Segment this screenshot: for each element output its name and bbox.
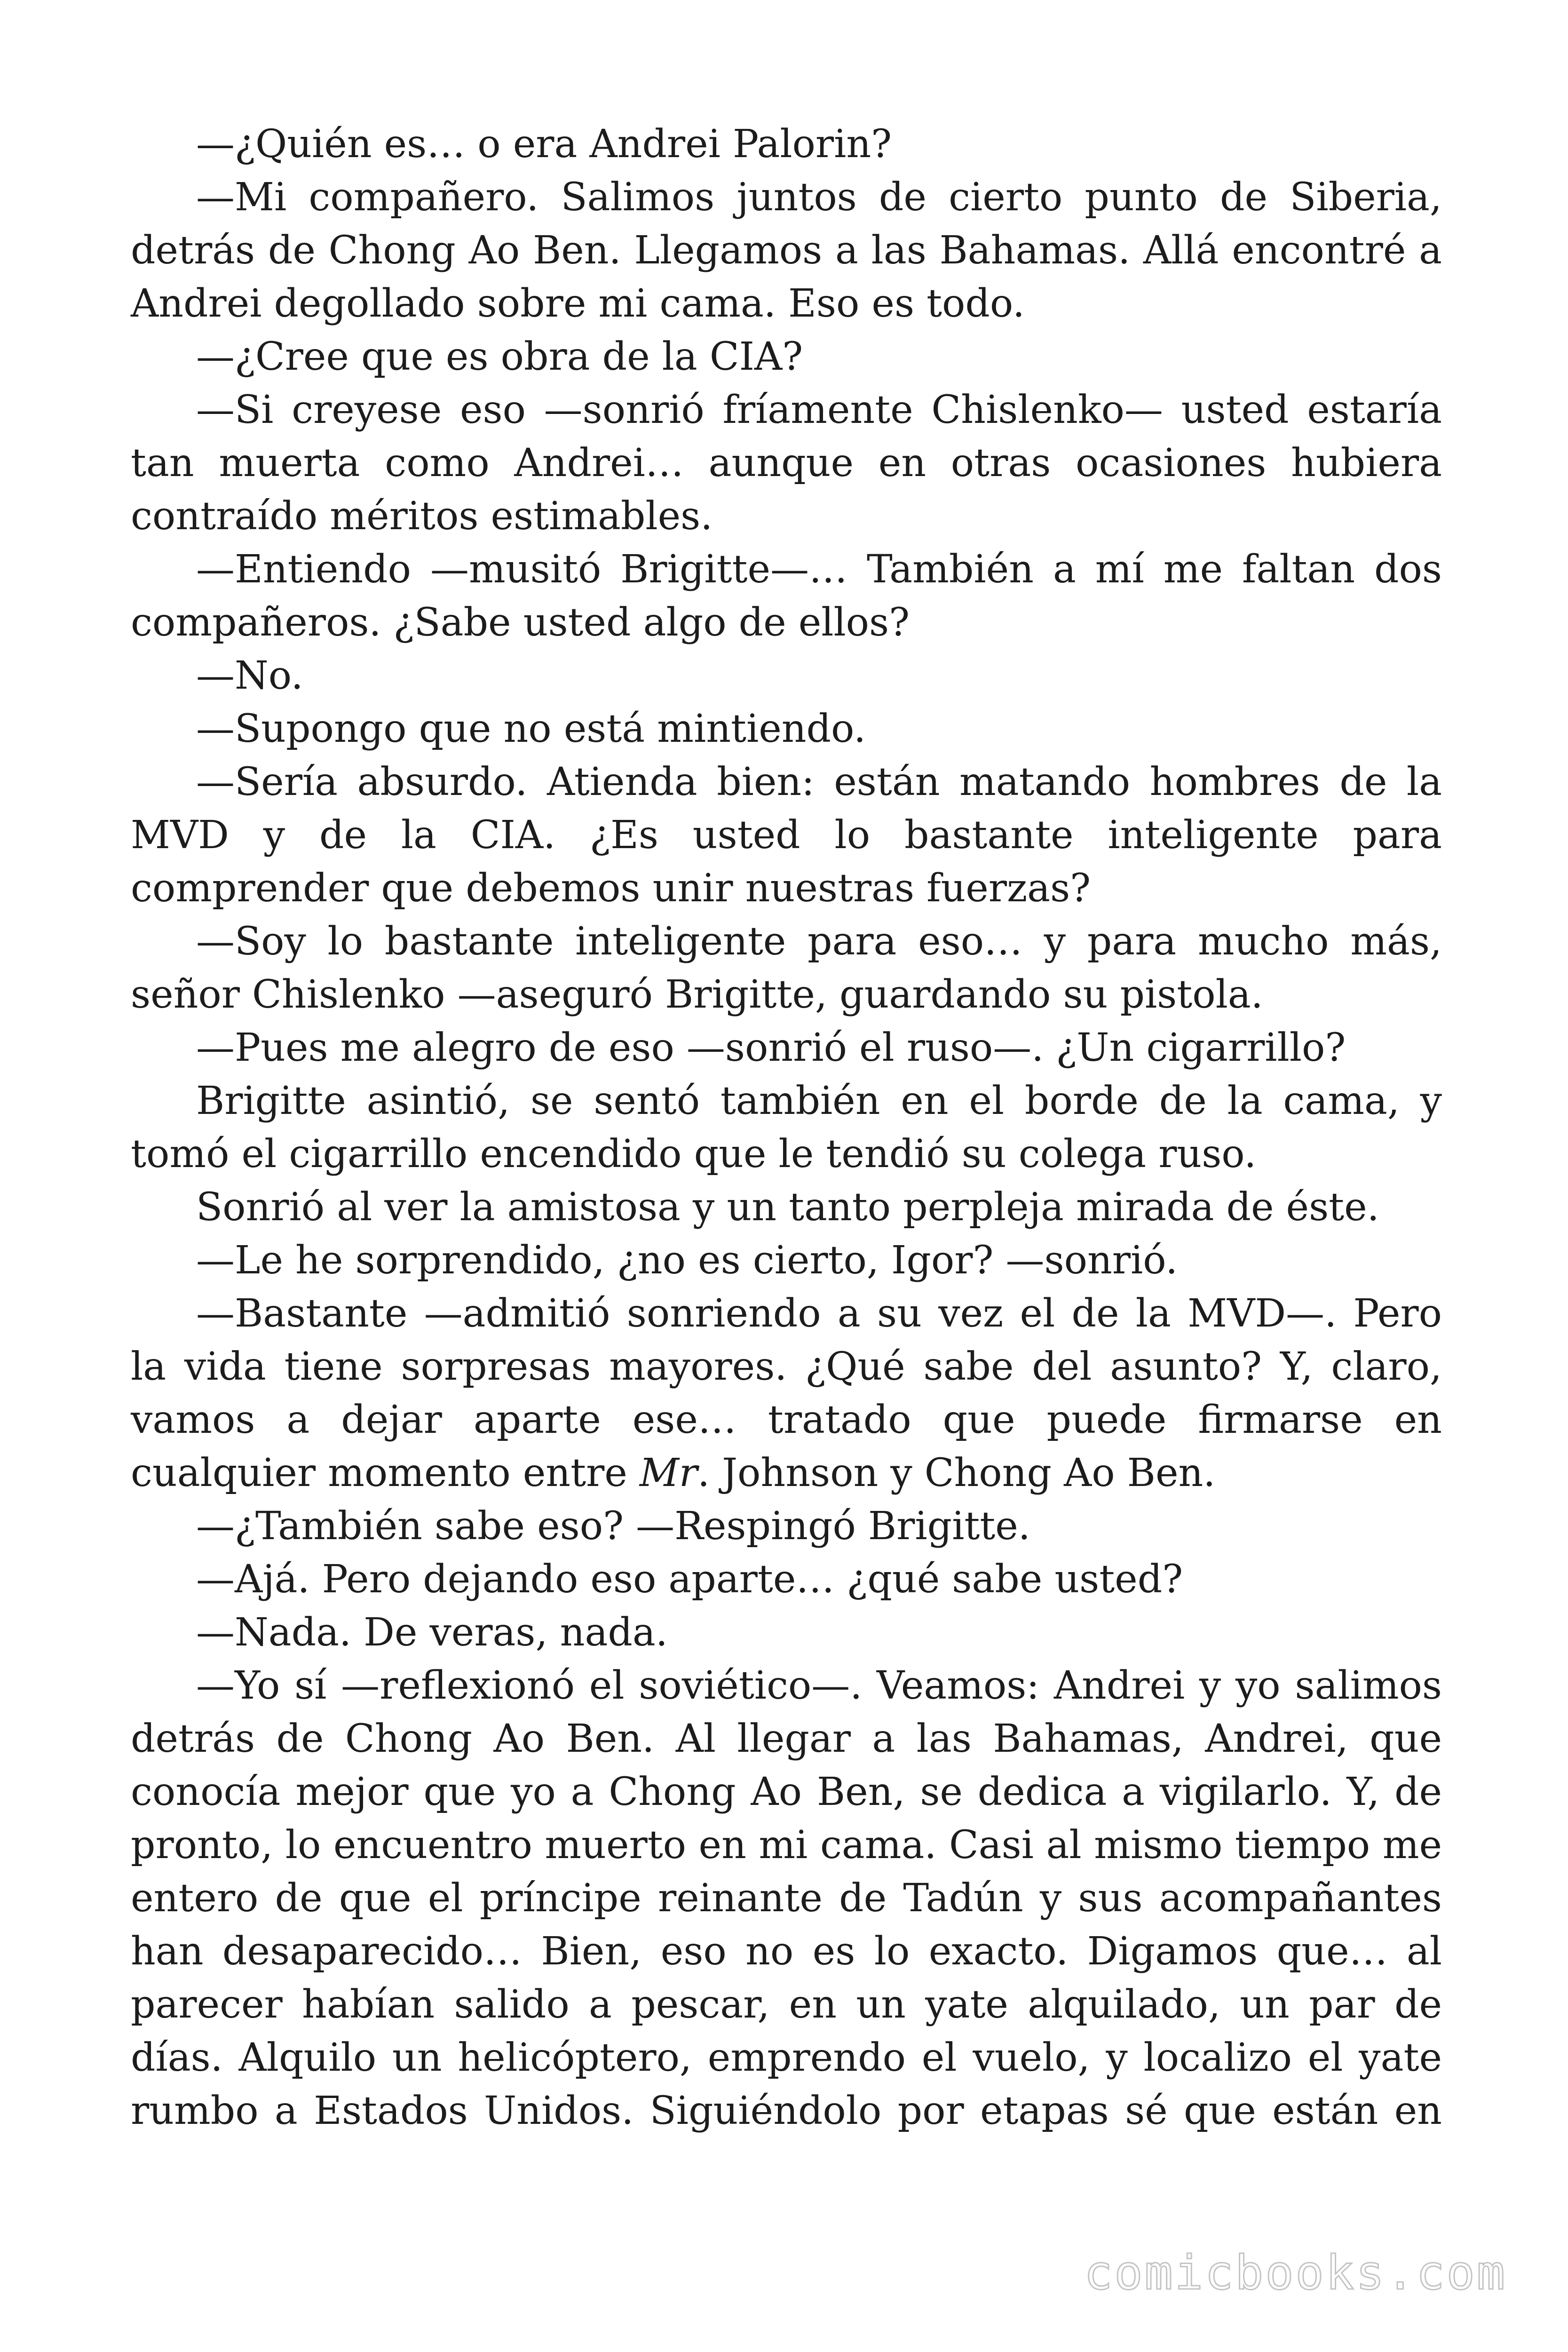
paragraph: —Nada. De veras, nada.	[196, 1610, 668, 1655]
paragraph: —No.	[196, 653, 303, 698]
paragraph: —Yo sí —reflexionó el soviético—. Veamos: Andrei y yo salimos detrás de Chong Ao Ben. Al llegar a las Bahamas, Andrei, que conocía mejor que yo a Chong Ao Ben, se dedica a vigilarlo. Y, de pronto, lo encuentro muerto en mi cama. Casi al mismo tiempo me entero de que el príncipe reinante de Tadún y sus acompañantes han desaparecido… Bien, eso no es lo exacto. Digamos que… al parecer habían salido a pescar, en un yate alquilado, un par de días. Alquilo un helicóptero, emprendo el vuelo, y localizo el yate rumbo a Estados Unidos. Siguiéndolo por etapas sé que están en	[131, 1663, 1442, 2133]
paragraph: —Pues me alegro de eso —sonrió el ruso—. ¿Un cigarrillo?	[196, 1025, 1346, 1070]
paragraph-text: . Johnson y Chong Ao Ben.	[697, 1451, 1216, 1495]
paragraph: —Sería absurdo. Atienda bien: están matando hombres de la MVD y de la CIA. ¿Es usted lo bastante inteligente para comprender que debemos unir nuestras fuerzas?	[131, 760, 1442, 911]
paragraph: —Soy lo bastante inteligente para eso… y para mucho más, señor Chislenko —aseguró Brigitte, guardando su pistola.	[131, 919, 1442, 1017]
paragraph: —Mi compañero. Salimos juntos de cierto punto de Siberia, detrás de Chong Ao Ben. Llegamos a las Bahamas. Allá encontré a Andrei degollado sobre mi cama. Eso es todo.	[131, 175, 1442, 326]
paragraph: —Si creyese eso —sonrió fríamente Chislenko— usted estaría tan muerta como Andrei… aunque en otras ocasiones hubiera contraído méritos estimables.	[131, 388, 1442, 539]
paragraph: —Ajá. Pero dejando eso aparte… ¿qué sabe usted?	[196, 1557, 1183, 1602]
paragraph: —Entiendo —musitó Brigitte—… También a mí me faltan dos compañeros. ¿Sabe usted algo de ellos?	[131, 547, 1442, 645]
italic-honorific: Mr	[639, 1451, 698, 1495]
paragraph: —Le he sorprendido, ¿no es cierto, Igor? —sonrió.	[196, 1238, 1178, 1283]
watermark: comicbooks.com	[1084, 2245, 1507, 2300]
paragraph: —Supongo que no está mintiendo.	[196, 707, 866, 751]
paragraph: —¿Quién es… o era Andrei Palorin?	[196, 122, 892, 167]
paragraph: Brigitte asintió, se sentó también en el borde de la cama, y tomó el cigarrillo encendido que le tendió su colega ruso.	[131, 1079, 1442, 1176]
paragraph: Sonrió al ver la amistosa y un tanto perpleja mirada de éste.	[196, 1185, 1379, 1230]
paragraph: —¿Cree que es obra de la CIA?	[196, 334, 803, 379]
paragraph-text: —Bastante —admitió sonriendo a su vez el de la MVD—. Pero la vida tiene sorpresas mayores. ¿Qué sabe del asunto? Y, claro, vamos a dejar aparte ese… tratado que puede firmarse en cualquier momento entre	[131, 1291, 1442, 1495]
paragraph: —¿También sabe eso? —Respingó Brigitte.	[196, 1504, 1030, 1549]
body-text	[131, 118, 1442, 2137]
paragraph	[131, 1287, 1442, 1500]
